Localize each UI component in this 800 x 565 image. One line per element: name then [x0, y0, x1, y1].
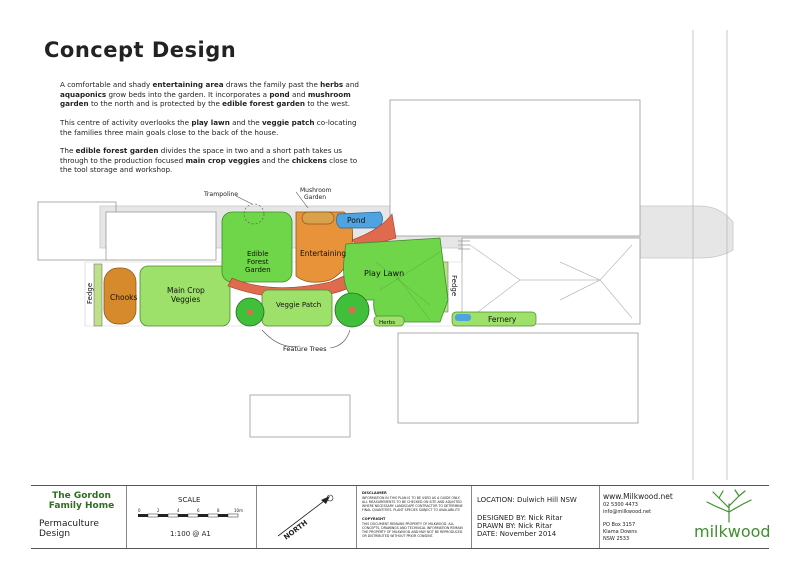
- details-cell: [471, 486, 600, 548]
- intro-keyword: edible forest garden: [75, 146, 159, 155]
- scale-tick-0: 0: [138, 508, 141, 513]
- feature-tree-2-trunk: [349, 307, 356, 314]
- website: www.Milkwood.net: [603, 492, 673, 501]
- intro-paragraph-2: [60, 118, 370, 137]
- north-cell: [256, 486, 357, 548]
- scale-bar: [138, 508, 248, 524]
- date: DATE: November 2014: [477, 530, 557, 538]
- po-box: PO Box 3157: [603, 522, 636, 528]
- label-play-lawn: Play Lawn: [364, 269, 405, 278]
- state-postcode: NSW 2533: [603, 536, 630, 542]
- neighbour-building-south: [398, 333, 638, 423]
- client-name: The Gordon Family Home: [48, 491, 115, 511]
- fernery-water: [455, 314, 471, 321]
- label-edible-1: Edible: [247, 250, 269, 258]
- intro-keyword: herbs: [320, 80, 344, 89]
- north-label: NORTH: [282, 518, 310, 542]
- intro-text-run: grow beds into the garden. It incorporates a: [106, 89, 270, 99]
- label-feature-trees: Feature Trees: [283, 345, 327, 353]
- intro-text-run: to the north and is protected by the: [88, 99, 223, 109]
- label-fernery: Fernery: [488, 315, 517, 324]
- label-edible-2: Forest: [247, 258, 269, 266]
- house-roof: [462, 238, 640, 324]
- trampoline-leader: [236, 196, 252, 204]
- intro-keyword: pond: [269, 89, 290, 99]
- scale-tick-8: 8: [217, 508, 220, 513]
- label-herbs: Herbs: [379, 320, 396, 326]
- page-title: Concept Design: [44, 38, 237, 62]
- intro-text-run: A comfortable and shady: [60, 80, 153, 89]
- drawn-by: DRAWN BY: Nick Ritar: [477, 522, 553, 530]
- intro-keyword: veggie patch: [261, 118, 315, 127]
- milkwood-logo-text: milkwood: [694, 522, 771, 541]
- title-block: [31, 485, 769, 549]
- intro-text-run: draws the family past the: [223, 80, 321, 89]
- scale-heading: SCALE: [178, 496, 201, 504]
- intro-text-run: and: [343, 80, 359, 89]
- label-mushroom-garden-1: Mushroom: [300, 187, 332, 194]
- contact-cell: [599, 486, 769, 548]
- intro-keyword: mushroom garden: [60, 89, 351, 109]
- intro-keyword: chickens: [291, 155, 327, 165]
- copyright-heading: COPYRIGHT: [362, 517, 386, 521]
- intro-paragraph-1: [60, 80, 370, 109]
- email: info@milkwood.net: [603, 509, 652, 515]
- scale-tick-2: 2: [157, 508, 160, 513]
- scale-ratio: 1:100 @ A1: [170, 530, 211, 538]
- phone: 02 5300 4473: [603, 502, 638, 508]
- label-veggie-patch: Veggie Patch: [276, 301, 322, 309]
- label-fedge-left: Fedge: [86, 282, 94, 304]
- north-arrow-icon: [266, 490, 346, 546]
- location: LOCATION: Dulwich Hill NSW: [477, 496, 577, 504]
- intro-text-run: and the: [229, 118, 262, 127]
- scale-tick-4: 4: [177, 508, 180, 513]
- shed-outline: [106, 212, 216, 260]
- label-main-crop-2: Veggies: [171, 295, 201, 304]
- disclaimer-heading: DISCLAIMER: [362, 491, 387, 495]
- project-type: Permaculture Design: [39, 519, 99, 539]
- mushroom-garden-bed: [302, 212, 334, 224]
- neighbour-building-north: [390, 100, 640, 236]
- intro-text-run: divides the space in two and a short path takes us through to the production focused: [60, 146, 343, 165]
- label-fedge-right: Fedge: [450, 275, 458, 297]
- scale-tick-6: 6: [197, 508, 200, 513]
- scale-tick-10: 10m: [234, 508, 243, 513]
- label-main-crop-1: Main Crop: [167, 286, 205, 295]
- intro-keyword: play lawn: [191, 118, 230, 127]
- intro-paragraph-3: [60, 146, 370, 175]
- label-entertaining: Entertaining: [300, 249, 347, 258]
- feature-tree-1-trunk: [247, 309, 253, 315]
- fedge-left-strip: [94, 264, 102, 326]
- intro-text-run: close to the tool storage and workshop.: [60, 155, 358, 175]
- client-cell: [31, 486, 127, 548]
- scale-cell: [126, 486, 257, 548]
- intro-keyword: aquaponics: [60, 89, 107, 99]
- intro-keyword: entertaining area: [152, 80, 224, 89]
- intro-text-run: co-locating the families three main goals close to the back of the house.: [60, 118, 357, 137]
- intro-text-run: and the: [259, 155, 292, 165]
- label-chooks: Chooks: [110, 293, 138, 302]
- legal-cell: [356, 486, 472, 548]
- milkwood-tree-logo-icon: [699, 488, 759, 524]
- intro-text-run: and: [289, 89, 308, 99]
- intro-text-run: The: [60, 146, 76, 155]
- label-mushroom-garden-2: Garden: [304, 194, 326, 201]
- label-edible-3: Garden: [245, 266, 271, 274]
- intro-text-run: to the west.: [305, 99, 351, 109]
- copyright-text: THIS DOCUMENT REMAINS PROPERTY OF MILKWOOD. ALL CONCEPTS, DRAWINGS AND TECHNICAL INFORMATION REMAIN THE PROPERTY OF MILKWOOD AND MAY NOT BE REPRODUCED OR DISTRIBUTED WITHOUT PRIOR CONSENT.: [362, 522, 463, 538]
- neighbour-building-sw: [250, 395, 350, 437]
- label-trampoline: Trampoline: [204, 191, 239, 198]
- intro-keyword: main crop veggies: [185, 155, 260, 165]
- disclaimer-text: INFORMATION IN THIS PLAN IS TO BE USED AS A GUIDE ONLY. ALL MEASUREMENTS TO BE CHECKED ON SITE AND ADJUSTED WHERE NECESSARY. LANDSCAPE CONTRACTOR TO DETERMINE FINAL QUANTITIES. PLANT SPECIES SUBJECT TO AVAILABILITY.: [362, 496, 463, 512]
- suburb: Kiama Downs: [603, 529, 638, 535]
- designed-by: DESIGNED BY: Nick Ritar: [477, 514, 563, 522]
- label-pond: Pond: [347, 216, 366, 225]
- intro-keyword: edible forest garden: [222, 99, 306, 109]
- intro-text-run: This centre of activity overlooks the: [60, 118, 192, 127]
